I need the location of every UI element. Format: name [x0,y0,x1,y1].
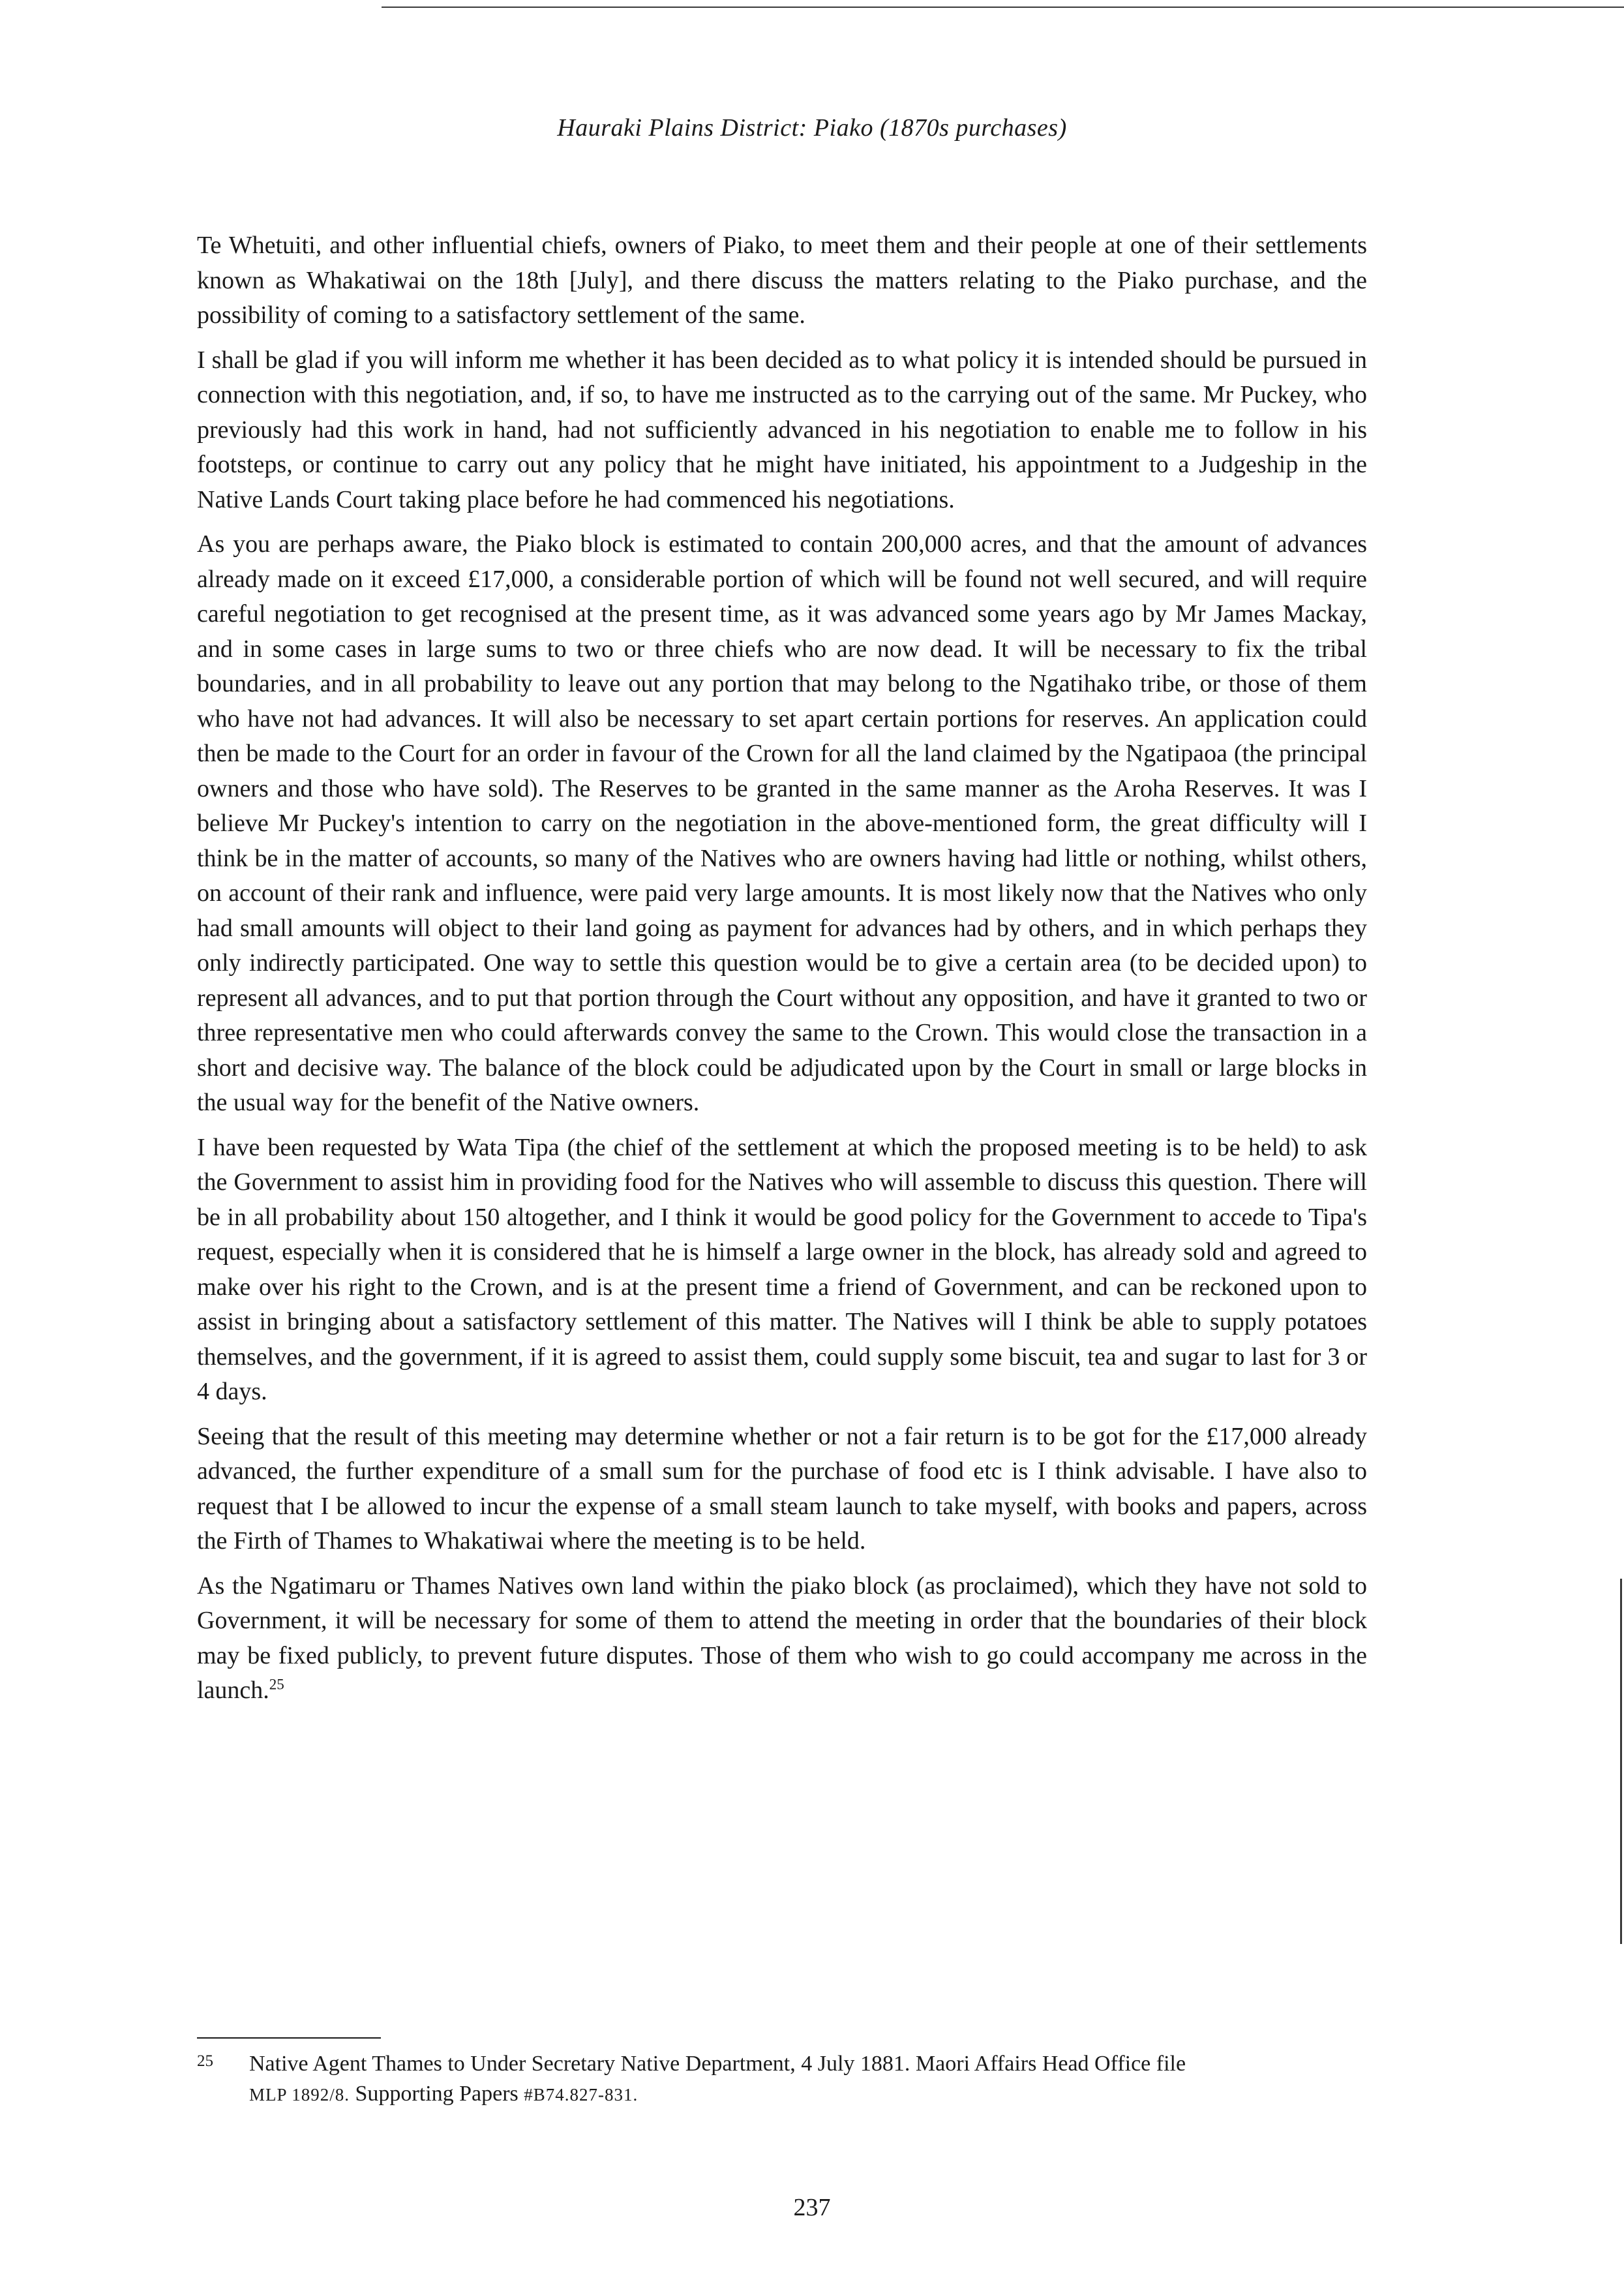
footnote-document-reference: #B74.827-831. [524,2085,639,2104]
running-head: Hauraki Plains District: Piako (1870s purchases) [557,114,1067,142]
footnote-supporting-papers: Supporting Papers [350,2082,524,2106]
scan-edge-right [1620,1579,1622,1944]
footnote [197,2049,1367,2110]
body-text [197,228,1367,1718]
footnote-line-2 [249,2079,1367,2110]
footnote-number: 25 [197,2052,213,2070]
paragraph-4: I have been requested by Wata Tipa (the chief of the settlement at which the proposed meeting is to be held) to ask the Government to assist him in providing food for the Natives who will assemble to discuss this question. There will be in all probability about 150 altogether, and I think it would be good policy for the Government to accede to Tipa's request, especially when it is considered that he is himself a large owner in the block, has already sold and agreed to make over his right to the Crown, and is at the present time a friend of Government, and can be reckoned upon to assist in bringing about a satisfactory settlement of this matter. The Natives will I think be able to supply potatoes themselves, and the government, if it is agreed to assist them, could supply some biscuit, tea and sugar to last for 3 or 4 days. [197,1133,1367,1405]
paragraph-5: Seeing that the result of this meeting may determine whether or not a fair return is to be got for the £17,000 already advanced, the further expenditure of a small sum for the purchase of food etc is I think advisable. I have also to request that I be allowed to incur the expense of a small steam launch to take myself, with books and papers, across the Firth of Thames to Whakatiwai where the meeting is to be held. [197,1422,1367,1555]
footnote-file-reference: MLP 1892/8. [249,2085,350,2104]
scan-edge-top [382,7,1624,8]
footnote-rule [197,2037,381,2039]
paragraph-6 [197,1569,1367,1708]
footnote-reference: 25 [269,1676,284,1693]
paragraph-2: I shall be glad if you will inform me whether it has been decided as to what policy it is intended should be pursued in connection with this negotiation, and, if so, to have me instructed as to the carrying out of the same. Mr Puckey, who previously had this work in hand, had not sufficiently advanced in his negotiation to enable me to follow in his footsteps, or continue to carry out any policy that he might have initiated, his appointment to a Judgeship in the Native Lands Court taking place before he had commenced his negotiations. [197,346,1367,513]
footnote-body [249,2049,1367,2110]
paragraph-1: Te Whetuiti, and other influential chiefs, owners of Piako, to meet them and their people at one of their settlements known as Whakatiwai on the 18th [July], and there discuss the matters relating to the Piako purchase, and the possibility of coming to a satisfactory settlement of the same. [197,232,1367,329]
paragraph-3: As you are perhaps aware, the Piako block is estimated to contain 200,000 acres, and that the amount of advances already made on it exceed £17,000, a considerable portion of which will be found not well secured, and will require careful negotiation to get recognised at the present time, as it was advanced some years ago by Mr James Mackay, and in some cases in large sums to two or three chiefs who are now dead. It will be necessary to fix the tribal boundaries, and in all probability to leave out any portion that may belong to the Ngatihako tribe, or those of them who have not had advances. It will also be necessary to set apart certain portions for reserves. An application could then be made to the Court for an order in favour of the Crown for all the land claimed by the Ngatipaoa (the principal owners and those who have sold). The Reserves to be granted in the same manner as the Aroha Reserves. It was I believe Mr Puckey's intention to carry on the negotiation in the above-mentioned form, the great difficulty will I think be in the matter of accounts, so many of the Natives who are owners having had little or nothing, whilst others, on account of their rank and influence, were paid very large amounts. It is most likely now that the Natives who only had small amounts will object to their land going as payment for advances had by others, and in which perhaps they only indirectly participated. One way to settle this question would be to give a certain area (to be decided upon) to represent all advances, and to put that portion through the Court without any opposition, and have it granted to two or three representative men who could afterwards convey the same to the Crown. This would close the transaction in a short and decisive way. The balance of the block could be adjudicated upon by the Court in small or large blocks in the usual way for the benefit of the Native owners. [197,530,1367,1116]
page-number: 237 [793,2194,831,2221]
footnote-line-1: Native Agent Thames to Under Secretary Native Department, 4 July 1881. Maori Affairs Head Office file [249,2052,1186,2076]
paragraph-6-text: As the Ngatimaru or Thames Natives own land within the piako block (as proclaimed), which they have not sold to Government, it will be necessary for some of them to attend the meeting in order that the boundaries of their block may be fixed publicly, to prevent future disputes. Those of them who wish to go could accompany me across in the launch. [197,1572,1367,1704]
